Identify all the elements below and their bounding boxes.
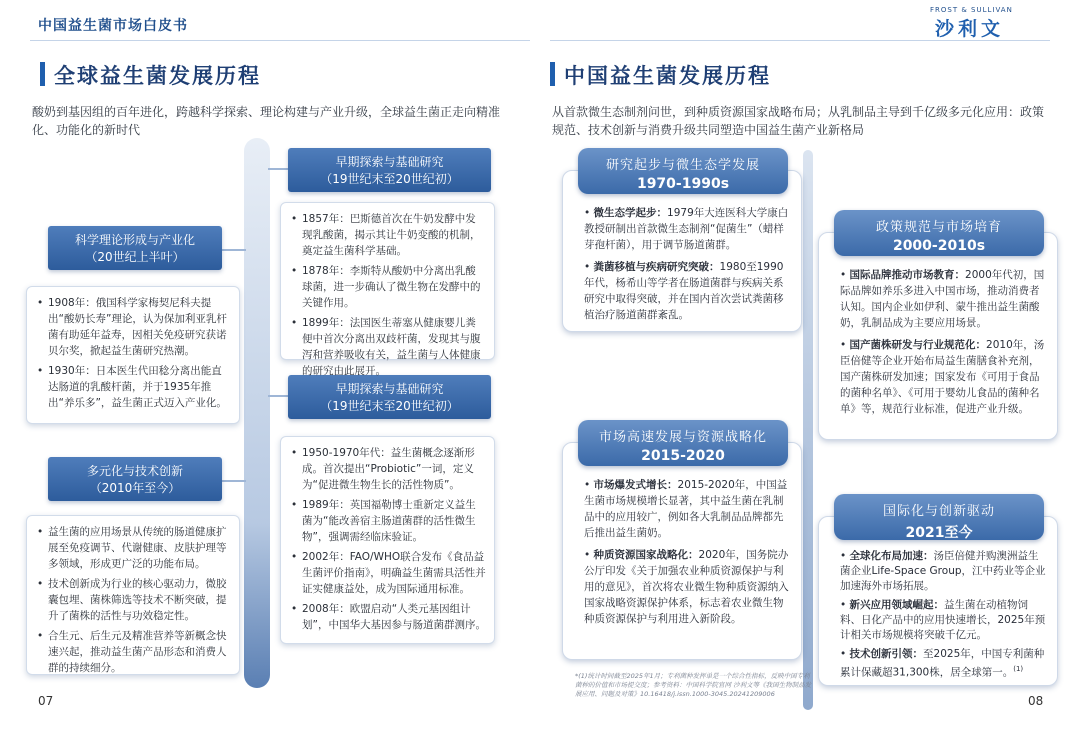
card-1950-2008 xyxy=(280,436,495,644)
footnote-mark: (1) xyxy=(1013,665,1024,673)
card-item: • 微生态学起步：1979年大连医科大学康白教授研制出首款微生态制剂“促菌生”（蜡样芽孢杆菌），用于调节肠道菌群。 xyxy=(584,207,789,251)
node-years: 2021至今 xyxy=(905,525,973,541)
card-item: • 1989年：英国福勒博士重新定义益生菌为“能改善宿主肠道菌群的活性微生物”，强调需经临床验证。 xyxy=(291,497,486,545)
card-item: • 市场爆发式增长：2015-2020年，中国益生菌市场规模增长显著，其中益生菌在乳制品中的应用较广，例如各大乳制品品牌都先后推出益生菌奶。 xyxy=(584,479,788,539)
card-item: • 1899年：法国医生蒂塞从健康婴儿粪便中首次分离出双歧杆菌，发现其与腹泻和营养吸收有关，益生菌与人体健康的研究由此展开。 xyxy=(291,315,486,379)
node-title: 政策规范与市场培育 xyxy=(875,220,1002,235)
card-2000-2010s xyxy=(818,232,1058,440)
card-item: • 国际品牌推动市场教育：2000年代初，国际品牌如养乐多进入中国市场，推动消费者认知。国内企业如伊利、蒙牛推出益生菌酸奶，乳制品成为主要应用场景。 xyxy=(840,269,1045,329)
item-head: 技术创新引领： xyxy=(849,648,924,660)
stage-pill-theory xyxy=(48,226,222,270)
header-divider-left xyxy=(30,40,530,41)
footnote: *(1)统计时间截至2025年1月；专利菌种发挥单是一个综合性指标，反映中国专利菌种的价值和市场提交度；参考资料：中国科学院官网 沙利文等《我国生物制品发展应用、问题及对策》10.16418/j.issn.1000-3045.20241209006 xyxy=(575,672,812,698)
item-body: 至2025年，中国专利菌种累计保藏超31,300株，居全球第一。 xyxy=(840,648,1045,679)
card-item: • 粪菌移植与疾病研究突破：1980至1990年代，杨希山等学者在肠道菌群与疾病关系研究中取得突破，并在国内首次尝试粪菌移植治疗肠道菌群紊乱。 xyxy=(584,261,784,321)
card-2010-now xyxy=(26,515,240,675)
node-internationalization xyxy=(834,494,1044,540)
card-1908-1930 xyxy=(26,286,240,424)
node-years: 2015-2020 xyxy=(641,448,725,464)
page-number-right: 08 xyxy=(1028,694,1044,708)
card-item: • 全球化布局加速：汤臣倍健并购澳洲益生菌企业Life-Space Group，江中药业等企业加速海外市场拓展。 xyxy=(840,550,1046,592)
card-item: • 1930年：日本医生代田稔分离出能直达肠道的乳酸杆菌，并于1935年推出“养乐多”，益生菌正式迈入产业化。 xyxy=(37,363,231,411)
item-body: 2015-2020年，中国益生菌市场规模增长显著，其中益生菌在乳制品中的应用较广，例如各大乳制品品牌都先后推出益生菌奶。 xyxy=(584,479,788,539)
left-page-title: 全球益生菌发展历程 xyxy=(54,64,261,88)
card-item: • 合生元、后生元及精准营养等新概念快速兴起，推动益生菌产品形态和消费人群的持续细分。 xyxy=(37,628,231,676)
left-intro: 酸奶到基因组的百年进化，跨越科学探索、理论构建与产业升级，全球益生菌正走向精准化、功能化的新时代 xyxy=(32,105,501,137)
item-head: 粪菌移植与疾病研究突破： xyxy=(593,261,720,273)
connector xyxy=(222,249,246,251)
brand-logo-en: FROST & SULLIVAN xyxy=(930,6,1013,14)
stage-pill-early-1 xyxy=(288,148,491,192)
stage-period: （19世纪末至20世纪初） xyxy=(320,399,459,413)
node-years: 1970-1990s xyxy=(636,176,730,192)
node-title: 研究起步与微生态学发展 xyxy=(605,158,760,173)
node-policy xyxy=(834,210,1044,256)
item-head: 种质资源国家战略化： xyxy=(593,549,699,561)
item-body: 1979年大连医科大学康白教授研制出首款微生态制剂“促菌生”（蜡样芽孢杆菌），用于调节肠道菌群。 xyxy=(584,207,789,251)
left-timeline-spine xyxy=(244,138,270,688)
item-body: 2010年，汤臣倍健等企业开始布局益生菌膳食补充剂，国产菌株研发加速；国家发布《可用于食品的菌种名单》、《可用于婴幼儿食品的菌种名单》等，规范行业标准，促进产业升级。 xyxy=(840,339,1045,415)
connector xyxy=(222,480,246,482)
item-head: 国产菌株研发与行业规范化： xyxy=(849,339,987,351)
item-head: 新兴应用领域崛起： xyxy=(849,599,945,611)
stage-pill-early-2 xyxy=(288,375,491,419)
item-head: 全球化布局加速： xyxy=(849,550,934,562)
card-item: • 技术创新成为行业的核心驱动力，微胶囊包埋、菌株筛选等技术不断突破，提升了菌株的活性与功效稳定性。 xyxy=(37,576,231,624)
stage-label: 早期探索与基础研究 xyxy=(335,382,444,396)
stage-period: （20世纪上半叶） xyxy=(85,250,185,264)
card-item: • 1857年：巴斯德首次在牛奶发酵中发现乳酸菌，揭示其让牛奶变酸的机制，奠定益生菌科学基础。 xyxy=(291,211,486,259)
stage-label: 早期探索与基础研究 xyxy=(335,155,444,169)
card-item: • 1878年：李斯特从酸奶中分离出乳酸球菌，进一步确认了微生物在发酵中的关键作用。 xyxy=(291,263,486,311)
card-item: • 2008年：欧盟启动“人类元基因组计划”，中国华大基因参与肠道菌群测序。 xyxy=(291,601,486,633)
card-item: • 2002年：FAO/WHO联合发布《食品益生菌评价指南》，明确益生菌需具活性并证实健康益处，成为国际通用标准。 xyxy=(291,549,486,597)
right-intro: 从首款微生态制剂问世，到种质资源国家战略布局；从乳制品主导到千亿级多元化应用：政策规范、技术创新与消费升级共同塑造中国益生菌产业新格局 xyxy=(552,105,1045,137)
node-research-start xyxy=(578,148,788,194)
stage-label: 多元化与技术创新 xyxy=(86,464,183,478)
brand-logo-cn: 沙利文 xyxy=(935,18,1005,40)
stage-label: 科学理论形成与产业化 xyxy=(74,233,195,247)
stage-period: （19世纪末至20世纪初） xyxy=(320,172,459,186)
connector xyxy=(268,395,290,397)
node-years: 2000-2010s xyxy=(892,238,986,254)
right-timeline-spine xyxy=(803,150,813,710)
item-body: 2020年，国务院办公厅印发《关于加强农业种质资源保护与利用的意见》，首次将农业微生物种质资源纳入国家战略资源保护体系，标志着农业微生物种质资源保护与利用进入新阶段。 xyxy=(584,549,789,625)
right-title-marker xyxy=(550,62,555,86)
card-item: • 国产菌株研发与行业规范化：2010年，汤臣倍健等企业开始布局益生菌膳食补充剂，国产菌株研发加速；国家发布《可用于食品的菌种名单》、《可用于婴幼儿食品的菌种名单》等，规范行业标准，促进产业升级。 xyxy=(840,339,1045,415)
card-item: • 益生菌的应用场景从传统的肠道健康扩展至免疫调节、代谢健康、皮肤护理等多领域，形成更广泛的功能布局。 xyxy=(37,524,231,572)
item-body: 1980至1990年代，杨希山等学者在肠道菌群与疾病关系研究中取得突破，并在国内首次尝试粪菌移植治疗肠道菌群紊乱。 xyxy=(584,261,784,321)
card-1970-1990s xyxy=(562,170,802,332)
item-body: 益生菌在动植物饲料、日化产品中的应用快速增长，2025年预计相关市场规模将突破千亿元。 xyxy=(840,599,1046,641)
card-item: • 1950-1970年代：益生菌概念逐渐形成。首次提出“Probiotic”一词，定义为“促进微生物生长的活性物质”。 xyxy=(291,445,486,493)
card-item: • 技术创新引领：至2025年，中国专利菌种累计保藏超31,300株，居全球第一。$^{(1)}$ xyxy=(840,648,1045,679)
node-market-growth xyxy=(578,420,788,466)
right-page-title: 中国益生菌发展历程 xyxy=(564,64,771,88)
card-item: • 种质资源国家战略化：2020年，国务院办公厅印发《关于加强农业种质资源保护与利用的意见》，首次将农业微生物种质资源纳入国家战略资源保护体系，标志着农业微生物种质资源保护与利用进入新阶段。 xyxy=(584,549,789,625)
left-title-marker xyxy=(40,62,45,86)
card-item: • 1908年：俄国科学家梅契尼科夫提出“酸奶长寿”理论，认为保加利亚乳杆菌有助延年益寿，因相关免疫研究获诺贝尔奖，掀起益生菌研究热潮。 xyxy=(37,295,231,359)
item-body: 汤臣倍健并购澳洲益生菌企业Life-Space Group，江中药业等企业加速海外市场拓展。 xyxy=(840,550,1046,592)
item-body: 2000年代初，国际品牌如养乐多进入中国市场，推动消费者认知。国内企业如伊利、蒙牛推出益生菌酸奶，乳制品成为主要应用场景。 xyxy=(840,269,1045,329)
node-title: 国际化与创新驱动 xyxy=(882,504,995,519)
connector xyxy=(268,168,290,170)
card-2015-2020 xyxy=(562,442,802,660)
report-title: 中国益生菌市场白皮书 xyxy=(38,18,188,34)
item-head: 国际品牌推动市场教育： xyxy=(849,269,966,281)
stage-period: （2010年至今） xyxy=(89,481,181,495)
card-1857-1899 xyxy=(280,202,495,377)
node-title: 市场高速发展与资源战略化 xyxy=(598,430,767,445)
item-head: 市场爆发式增长： xyxy=(593,479,678,491)
stage-pill-diversification xyxy=(48,457,222,501)
item-head: 微生态学起步： xyxy=(593,207,668,219)
card-item: • 新兴应用领域崛起：益生菌在动植物饲料、日化产品中的应用快速增长，2025年预计相关市场规模将突破千亿元。 xyxy=(840,599,1046,641)
page-number-left: 07 xyxy=(38,694,54,708)
